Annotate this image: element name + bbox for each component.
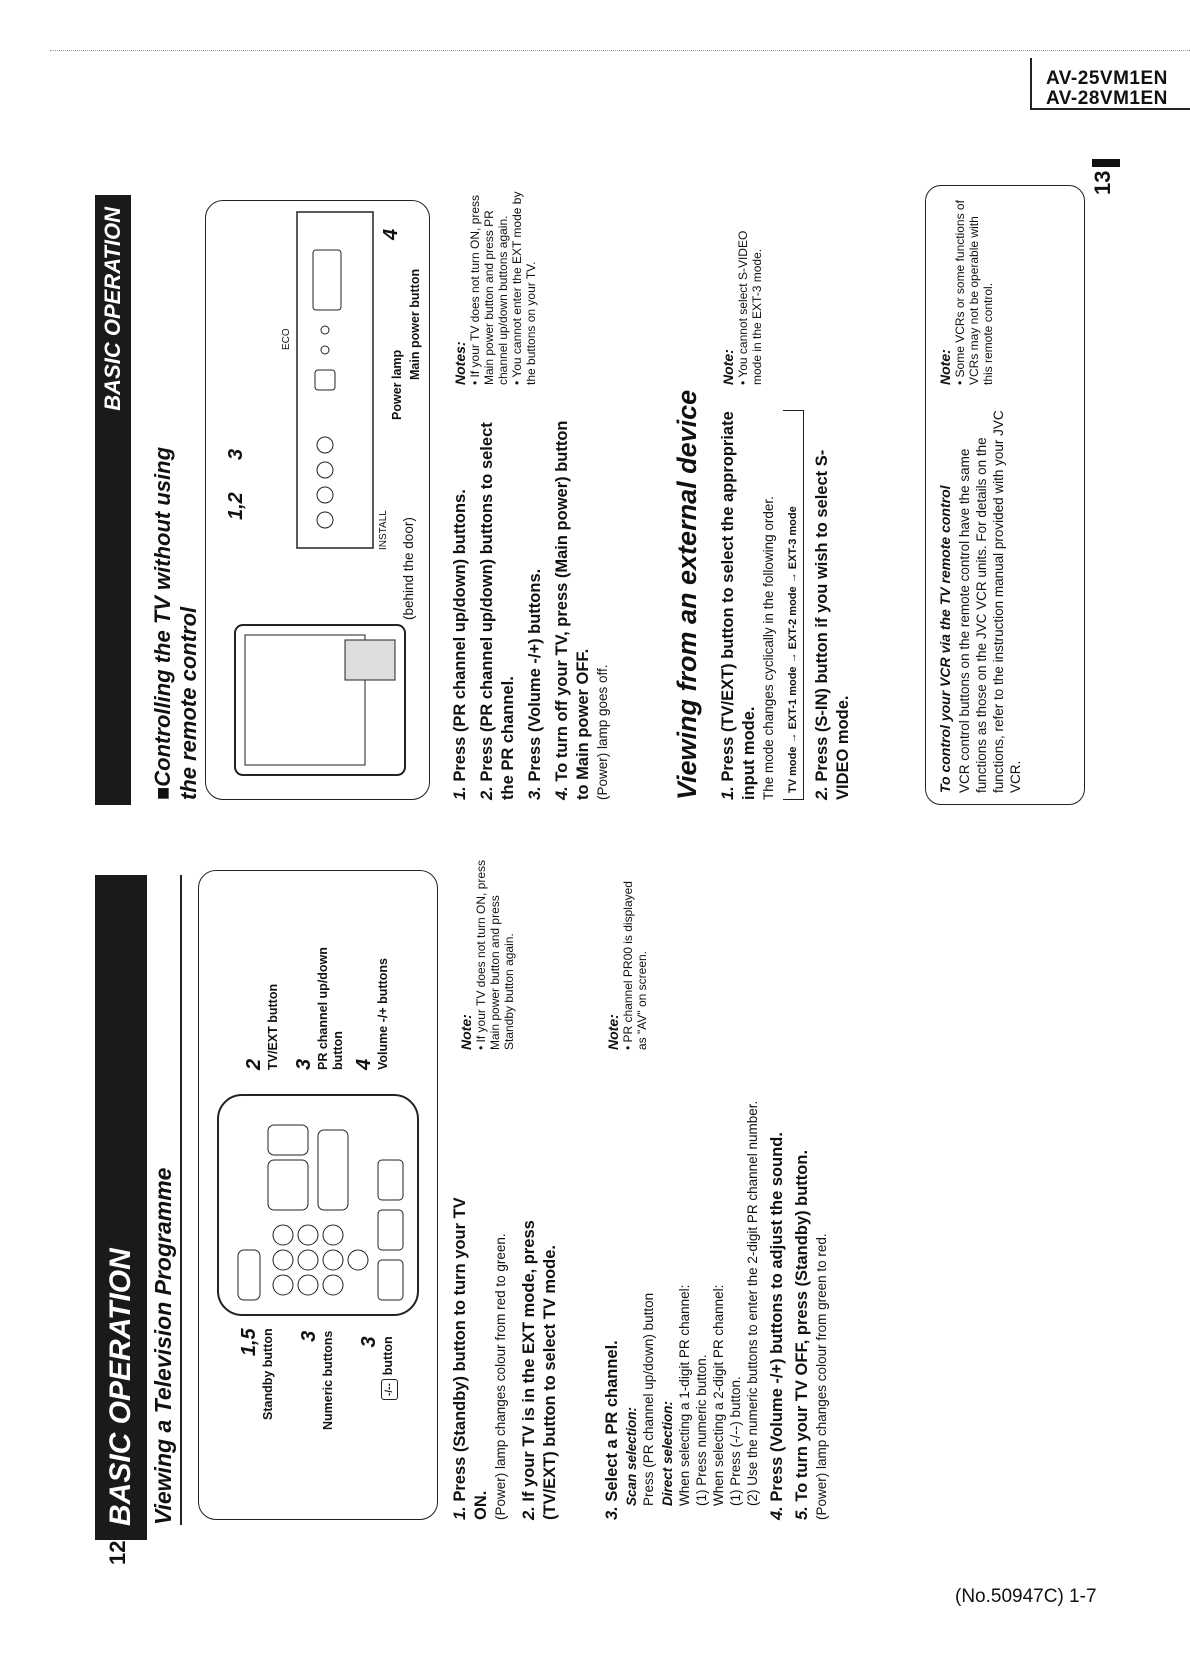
right-steps-1 <box>450 410 611 800</box>
right-banner: BASIC OPERATION <box>95 195 131 805</box>
vcr-box-text: VCR control buttons on the remote control have the same functions as those on the JVC VCR units. For details on the functions, refer to the instruction manual provided with your JVC VCR. <box>957 410 1023 793</box>
mode-cycle-diagram: TV mode → EXT-1 mode → EXT-2 mode → EXT-3 mode <box>783 410 804 800</box>
left-banner: BASIC OPERATION <box>95 875 147 1540</box>
left-step-3: 3. Select a PR channel. <box>603 1340 621 1520</box>
left-heading: Viewing a Television Programme <box>150 875 182 1525</box>
vcr-box-title: To control your VCR via the TV remote control <box>937 485 953 793</box>
left-steps-1-2 <box>450 1180 561 1520</box>
panel-callout-left: 1,2 <box>225 492 247 520</box>
callout-minus-label: -/--button <box>381 1336 398 1400</box>
right-step-2: 2. Press (PR channel up/down) buttons to select the PR channel. <box>478 422 517 800</box>
callout-pr-num: 3 <box>293 1058 315 1070</box>
callout-minus-num: 3 <box>358 1336 380 1348</box>
front-panel-icon <box>295 210 375 550</box>
panel-install-label: INSTALL <box>378 510 389 550</box>
panel-power-lamp: Power lamp <box>390 349 404 420</box>
callout-vol-label: Volume -/+ buttons <box>376 958 390 1070</box>
callout-tvext-num: 2 <box>243 1058 265 1070</box>
left-step-1: 1. Press (Standby) button to turn your TV ON. <box>451 1197 490 1520</box>
model-number-2: AV-28VM1EN <box>1046 88 1168 109</box>
panel-main-power: Main power button <box>408 268 422 380</box>
right-step-2-1: 1. Press (TV/EXT) button to select the appropriate input mode. <box>719 411 758 800</box>
vcr-info-box <box>925 185 1085 805</box>
mode-ext2: EXT-2 mode <box>787 586 799 650</box>
right-note-2: Note: • You cannot select S-VIDEO mode in the EXT-3 mode. <box>720 230 764 385</box>
left-steps-3-5 <box>602 1090 830 1520</box>
panel-eco-label: ECO <box>281 328 292 350</box>
callout-pr-label: PR channel up/down button <box>316 947 345 1070</box>
mode-ext1: EXT-1 mode <box>787 666 799 730</box>
remote-control-icon <box>208 1090 428 1320</box>
scan-selection: Scan selection: Press (PR channel up/down) button <box>624 1292 656 1506</box>
panel-callout-right: 3 <box>225 448 247 460</box>
callout-numeric-label: Numeric buttons <box>321 1330 335 1430</box>
right-section-1-heading: ■Controlling the TV without using the remote control <box>150 446 201 800</box>
tv-panel-illustration <box>205 200 430 800</box>
left-step-5-sub: (Power) lamp changes colour from green to red. <box>814 1233 829 1520</box>
right-step-2-1-sub: The mode changes cyclically in the following order. <box>761 496 776 800</box>
right-page-number: 13 <box>1090 159 1120 195</box>
callout-tvext-label: TV/EXT button <box>266 983 280 1070</box>
right-step-4: 4. To turn off your TV, press (Main power) button to Main power OFF. <box>553 420 592 800</box>
left-note-2: Note: • PR channel PR00 is displayed as "AV" on screen. <box>605 881 649 1050</box>
square-bullet-icon: ■ <box>150 786 175 800</box>
direct-selection: Direct selection: When selecting a 1-digit PR channel: (1) Press numeric button. When selecting a 2-digit PR channel: (1) Press (-/--) button. (2) Use the numeric buttons to enter the 2-digit PR channel number. <box>660 1100 760 1506</box>
left-step-2: 2. If your TV is in the EXT mode, press (TV/EXT) button to select TV mode. <box>520 1220 559 1520</box>
minus-button-icon: -/-- <box>381 1379 398 1400</box>
left-step-1-sub: (Power) lamp changes colour from red to green. <box>493 1233 508 1520</box>
right-step-1: 1. Press (PR channel up/down) buttons. <box>451 489 469 800</box>
left-step-4: 4. Press (Volume -/+) buttons to adjust the sound. <box>768 1132 786 1520</box>
tv-icon <box>225 620 415 780</box>
panel-main-power-num: 4 <box>380 228 402 240</box>
left-step-5: 5. To turn your TV OFF, press (Standby) button. <box>793 1149 811 1520</box>
remote-illustration <box>198 870 438 1520</box>
mode-tv: TV mode <box>787 746 799 793</box>
model-number-1: AV-25VM1EN <box>1046 68 1168 89</box>
page-top-rule <box>50 50 1190 51</box>
right-section-2-heading: Viewing from an external device <box>672 389 702 800</box>
panel-door-text: (behind the door) <box>401 517 416 620</box>
vcr-note-title: Note: <box>937 349 953 385</box>
document-code: (No.50947C) 1-7 <box>955 1586 1097 1607</box>
right-notes-1: Notes: • If your TV does not turn ON, press Main power button and press PR channel up/down buttons again. • You cannot enter the EXT mode by the buttons on your TV. <box>452 191 538 385</box>
right-steps-2 <box>718 410 854 800</box>
callout-numeric-num: 3 <box>298 1330 320 1342</box>
callout-standby-num: 1,5 <box>238 1328 260 1357</box>
mode-ext3: EXT-3 mode <box>787 506 799 570</box>
right-step-4-sub: (Power) lamp goes off. <box>595 664 610 800</box>
right-step-3: 3. Press (Volume -/+) buttons. <box>526 568 544 800</box>
left-note-1: Note: • If your TV does not turn ON, press Main power button and press Standby button again. <box>458 859 516 1050</box>
right-step-2-2: 2. Press (S-IN) button if you wish to select S-VIDEO mode. <box>813 449 852 800</box>
callout-standby-label: Standby button <box>261 1328 275 1420</box>
callout-vol-num: 4 <box>353 1058 375 1070</box>
vcr-note-text: • Some VCRs or some functions of VCRs may not be operable with this remote control. <box>953 200 995 385</box>
left-page-number: 12 <box>105 1529 135 1565</box>
